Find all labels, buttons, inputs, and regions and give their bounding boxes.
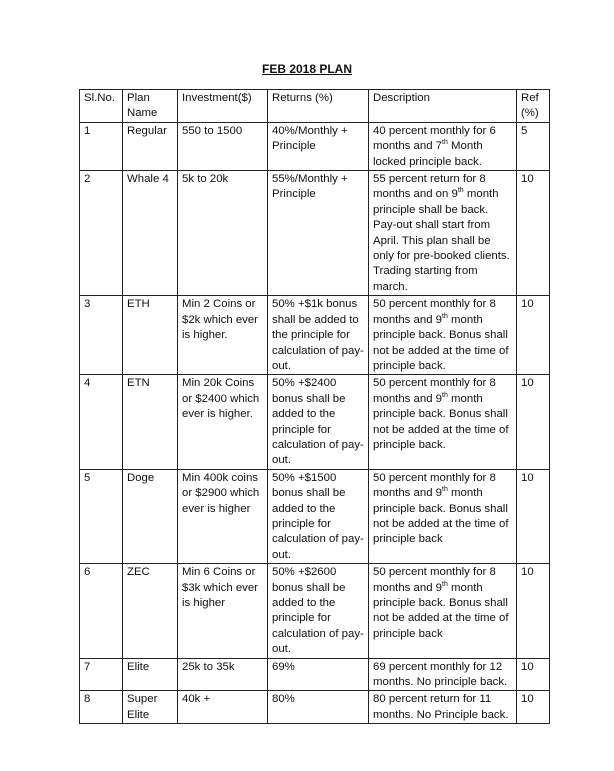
cell-investment: 5k to 20k xyxy=(178,171,268,296)
desc-superscript: th xyxy=(442,139,448,147)
document-title-text: FEB 2018 PLAN xyxy=(261,62,353,76)
desc-part-b: month principle back. Bonus shall not be added at the time of principle back xyxy=(373,487,509,546)
cell-sl-no: 7 xyxy=(80,658,123,691)
desc-part-a: 80 percent return for 11 months. No Principle back. xyxy=(373,693,509,721)
cell-sl-no: 6 xyxy=(80,564,123,658)
cell-investment: Min 20k Coins or $2400 which ever is higher. xyxy=(178,375,268,469)
cell-ref: 10 xyxy=(517,658,550,691)
desc-part-b: Month locked principle back. xyxy=(373,140,483,168)
cell-plan: Whale 4 xyxy=(123,171,178,296)
cell-description xyxy=(369,564,517,658)
cell-plan: Doge xyxy=(123,469,178,563)
desc-part-b: month principle shall be back. Pay-out shall start from April. This plan shall be only for pre-booked clients. Trading starting from march. xyxy=(373,188,510,293)
plan-table xyxy=(79,89,550,724)
cell-description xyxy=(369,375,517,469)
cell-returns: 40%/Monthly + Principle xyxy=(268,122,369,170)
cell-plan: ZEC xyxy=(123,564,178,658)
desc-superscript: th xyxy=(442,486,448,494)
cell-returns: 50% +$2400 bonus shall be added to the principle for calculation of pay-out. xyxy=(268,375,369,469)
cell-investment: 550 to 1500 xyxy=(178,122,268,170)
cell-sl-no: 8 xyxy=(80,691,123,724)
cell-sl-no: 5 xyxy=(80,469,123,563)
cell-ref: 5 xyxy=(517,122,550,170)
table-row xyxy=(80,296,550,375)
header-description: Description xyxy=(369,90,517,123)
desc-superscript: th xyxy=(442,312,448,320)
table-header-row xyxy=(80,90,550,123)
cell-sl-no: 2 xyxy=(80,171,123,296)
cell-sl-no: 4 xyxy=(80,375,123,469)
cell-description xyxy=(369,122,517,170)
cell-ref: 10 xyxy=(517,469,550,563)
desc-part-a: 55 percent return for 8 months and on 9 xyxy=(373,173,486,201)
table-row xyxy=(80,691,550,724)
cell-returns: 80% xyxy=(268,691,369,724)
cell-ref: 10 xyxy=(517,296,550,375)
cell-plan: Regular xyxy=(123,122,178,170)
cell-returns: 50% +$1k bonus shall be added to the principle for calculation of pay-out. xyxy=(268,296,369,375)
cell-description xyxy=(369,171,517,296)
table-row xyxy=(80,658,550,691)
desc-part-a: 50 percent monthly for 8 months and 9 xyxy=(373,471,496,500)
document-title xyxy=(0,62,614,76)
cell-plan: Super Elite xyxy=(123,691,178,724)
header-sl-no: Sl.No. xyxy=(80,90,123,123)
cell-sl-no: 1 xyxy=(80,122,123,170)
cell-investment: 25k to 35k xyxy=(178,658,268,691)
header-ref: Ref (%) xyxy=(517,90,550,123)
cell-description xyxy=(369,296,517,375)
table-row xyxy=(80,564,550,658)
cell-description xyxy=(369,469,517,563)
cell-investment: Min 2 Coins or $2k which ever is higher. xyxy=(178,296,268,375)
header-plan-name: Plan Name xyxy=(123,90,178,123)
table-row xyxy=(80,171,550,296)
cell-investment: 40k + xyxy=(178,691,268,724)
desc-part-a: 50 percent monthly for 8 months and 9 xyxy=(373,566,496,594)
header-returns: Returns (%) xyxy=(268,90,369,123)
cell-ref: 10 xyxy=(517,375,550,469)
cell-returns: 69% xyxy=(268,658,369,691)
desc-superscript: th xyxy=(442,391,448,399)
cell-plan: ETN xyxy=(123,375,178,469)
desc-part-b: month principle back. Bonus shall not be added at the time of principle back xyxy=(373,581,509,640)
cell-ref: 10 xyxy=(517,691,550,724)
cell-returns: 55%/Monthly + Principle xyxy=(268,171,369,296)
cell-plan: Elite xyxy=(123,658,178,691)
cell-returns: 50% +$2600 bonus shall be added to the principle for calculation of pay-out. xyxy=(268,564,369,658)
cell-plan: ETH xyxy=(123,296,178,375)
desc-superscript: th xyxy=(457,187,464,195)
table-row xyxy=(80,122,550,170)
desc-part-a: 50 percent monthly for 8 months and 9 xyxy=(373,377,496,405)
cell-description xyxy=(369,658,517,691)
table-row xyxy=(80,375,550,469)
cell-returns: 50% +$1500 bonus shall be added to the principle for calculation of pay-out. xyxy=(268,469,369,563)
cell-description xyxy=(369,691,517,724)
desc-part-a: 40 percent monthly for 6 months and 7 xyxy=(373,124,496,153)
header-investment: Investment($) xyxy=(178,90,268,123)
cell-ref: 10 xyxy=(517,171,550,296)
desc-part-b: month principle back. Bonus shall not be added at the time of principle back. xyxy=(373,392,509,451)
desc-part-b: month principle back. Bonus shall not be added at the time of principle back. xyxy=(373,313,509,372)
cell-ref: 10 xyxy=(517,564,550,658)
cell-investment: Min 6 Coins or $3k which ever is higher xyxy=(178,564,268,658)
desc-superscript: th xyxy=(442,580,448,588)
table-row xyxy=(80,469,550,563)
cell-sl-no: 3 xyxy=(80,296,123,375)
desc-part-a: 69 percent monthly for 12 months. No principle back. xyxy=(373,660,508,689)
cell-investment: Min 400k coins or $2900 which ever is higher xyxy=(178,469,268,563)
desc-part-a: 50 percent monthly for 8 months and 9 xyxy=(373,298,496,326)
